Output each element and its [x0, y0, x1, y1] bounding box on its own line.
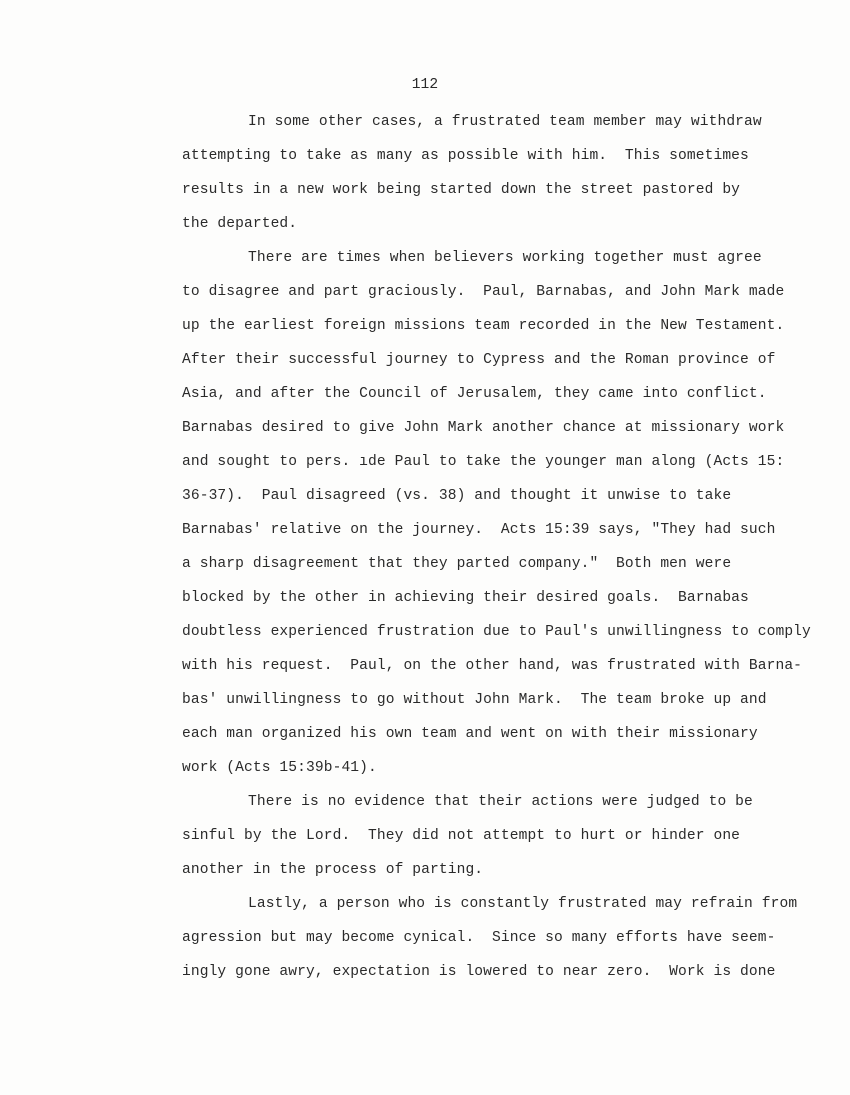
text-line: each man organized his own team and went on with their missionary	[182, 726, 758, 742]
text-line: another in the process of parting.	[182, 862, 484, 878]
text-line: Asia, and after the Council of Jerusalem, they came into conflict.	[182, 386, 767, 402]
text-line: work (Acts 15:39b-41).	[182, 760, 377, 776]
text-line: the departed.	[182, 216, 298, 232]
text-line: results in a new work being started down the street pastored by	[182, 182, 741, 198]
text-line: sinful by the Lord. They did not attempt to hurt or hinder one	[182, 828, 741, 844]
text-line: attempting to take as many as possible with him. This sometimes	[182, 148, 749, 164]
text-line: There is no evidence that their actions were judged to be	[248, 794, 753, 810]
text-line: a sharp disagreement that they parted company." Both men were	[182, 556, 732, 572]
text-line: ingly gone awry, expectation is lowered to near zero. Work is done	[182, 964, 776, 980]
text-line: Barnabas desired to give John Mark another chance at missionary work	[182, 420, 785, 436]
text-line: blocked by the other in achieving their desired goals. Barnabas	[182, 590, 749, 606]
text-line: After their successful journey to Cypress and the Roman province of	[182, 352, 776, 368]
text-line: bas' unwillingness to go without John Mark. The team broke up and	[182, 692, 767, 708]
text-line: with his request. Paul, on the other hand, was frustrated with Barna-	[182, 658, 803, 674]
text-line: In some other cases, a frustrated team member may withdraw	[248, 114, 762, 130]
text-line: doubtless experienced frustration due to Paul's unwillingness to comply	[182, 624, 811, 640]
text-line: and sought to pers. ıde Paul to take the younger man along (Acts 15:	[182, 454, 785, 470]
text-line: There are times when believers working together must agree	[248, 250, 762, 266]
body-text	[182, 110, 822, 994]
text-line: to disagree and part graciously. Paul, Barnabas, and John Mark made	[182, 284, 785, 300]
text-line: Lastly, a person who is constantly frustrated may refrain from	[248, 896, 798, 912]
text-line: Barnabas' relative on the journey. Acts 15:39 says, "They had such	[182, 522, 776, 538]
text-line: up the earliest foreign missions team recorded in the New Testament.	[182, 318, 785, 334]
text-line: 36-37). Paul disagreed (vs. 38) and thought it unwise to take	[182, 488, 732, 504]
page-number: 112	[411, 77, 439, 93]
text-line: agression but may become cynical. Since so many efforts have seem-	[182, 930, 776, 946]
